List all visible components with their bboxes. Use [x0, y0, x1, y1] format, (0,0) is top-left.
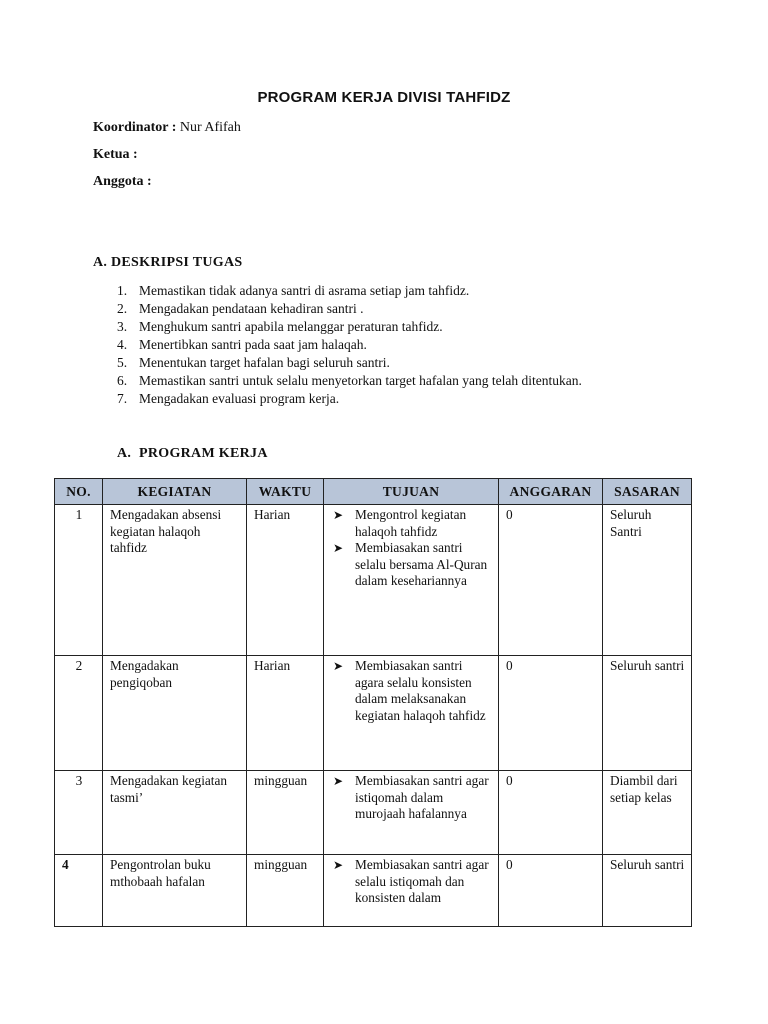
cell-tujuan: [324, 771, 499, 855]
list-item: 1. Memastikan tidak adanya santri di asrama setiap jam tahfidz.: [117, 283, 470, 298]
cell-kegiatan: Pengontrolan buku mthobaah hafalan: [103, 855, 247, 927]
table-row: [55, 855, 692, 927]
table-row: [55, 771, 692, 855]
bullet-item: ➤ Membiasakan santri agar istiqomah dalam murojaah hafalannya: [333, 773, 489, 821]
document-title: PROGRAM KERJA DIVISI TAHFIDZ: [257, 89, 511, 106]
table-row: [55, 656, 692, 771]
arrow-bullet-icon: ➤: [333, 774, 344, 788]
cell-sasaran: Seluruh santri: [603, 855, 692, 927]
task-list: [117, 282, 582, 408]
header-waktu: WAKTU: [247, 479, 324, 505]
table-row: [55, 505, 692, 656]
header-kegiatan: KEGIATAN: [103, 479, 247, 505]
header-no: NO.: [55, 479, 103, 505]
members-line: [93, 174, 152, 190]
header-anggaran: ANGGARAN: [499, 479, 603, 505]
coordinator-value: Nur Afifah: [179, 120, 241, 135]
chair-label: Ketua :: [93, 147, 138, 162]
list-item: 2. Mengadakan pendataan kehadiran santri .: [117, 301, 364, 316]
cell-anggaran: 0: [499, 656, 603, 771]
cell-no: 4: [55, 855, 103, 927]
section-heading-program: A. PROGRAM KERJA: [117, 446, 268, 461]
cell-kegiatan: Mengadakan pengiqoban: [103, 656, 247, 771]
cell-no: 2: [55, 656, 103, 771]
cell-sasaran: Seluruh Santri: [603, 505, 692, 656]
cell-tujuan: [324, 656, 499, 771]
cell-no: 1: [55, 505, 103, 656]
cell-waktu: Harian: [247, 505, 324, 656]
coordinator-label: Koordinator :: [93, 120, 177, 135]
cell-kegiatan: Mengadakan absensi kegiatan halaqoh tahfidz: [103, 505, 247, 656]
program-table: [54, 478, 692, 927]
arrow-bullet-icon: ➤: [333, 541, 344, 555]
cell-no: 3: [55, 771, 103, 855]
cell-waktu: mingguan: [247, 855, 324, 927]
chair-line: [93, 147, 138, 163]
arrow-bullet-icon: ➤: [333, 659, 344, 673]
cell-tujuan: [324, 855, 499, 927]
coordinator-line: [93, 120, 241, 136]
table-header-row: [55, 479, 692, 505]
cell-anggaran: 0: [499, 505, 603, 656]
bullet-item: ➤ Membiasakan santri selalu bersama Al-Quran dalam kesehariannya: [333, 540, 488, 588]
cell-kegiatan: Mengadakan kegiatan tasmi’: [103, 771, 247, 855]
section-heading-tasks: A. DESKRIPSI TUGAS: [93, 255, 243, 270]
cell-anggaran: 0: [499, 855, 603, 927]
cell-waktu: Harian: [247, 656, 324, 771]
arrow-bullet-icon: ➤: [333, 508, 344, 522]
cell-sasaran: Seluruh santri: [603, 656, 692, 771]
arrow-bullet-icon: ➤: [333, 858, 344, 872]
list-item: 7. Mengadakan evaluasi program kerja.: [117, 391, 340, 406]
cell-anggaran: 0: [499, 771, 603, 855]
cell-waktu: mingguan: [247, 771, 324, 855]
bullet-item: ➤ Membiasakan santri agar selalu istiqomah dan konsisten dalam: [333, 857, 489, 905]
cell-tujuan: [324, 505, 499, 656]
header-tujuan: TUJUAN: [324, 479, 499, 505]
list-item: 5. Menentukan target hafalan bagi seluruh santri.: [117, 355, 390, 370]
bullet-item: ➤ Membiasakan santri agara selalu konsisten dalam melaksanakan kegiatan halaqoh tahfidz: [333, 658, 486, 723]
bullet-item: ➤ Mengontrol kegiatan halaqoh tahfidz: [333, 507, 467, 539]
header-sasaran: SASARAN: [603, 479, 692, 505]
list-item: 3. Menghukum santri apabila melanggar peraturan tahfidz.: [117, 319, 443, 334]
cell-sasaran: Diambil dari setiap kelas: [603, 771, 692, 855]
list-item: 4. Menertibkan santri pada saat jam halaqah.: [117, 337, 367, 352]
list-item: 6. Memastikan santri untuk selalu menyetorkan target hafalan yang telah ditentukan.: [117, 373, 582, 388]
members-label: Anggota :: [93, 174, 152, 189]
